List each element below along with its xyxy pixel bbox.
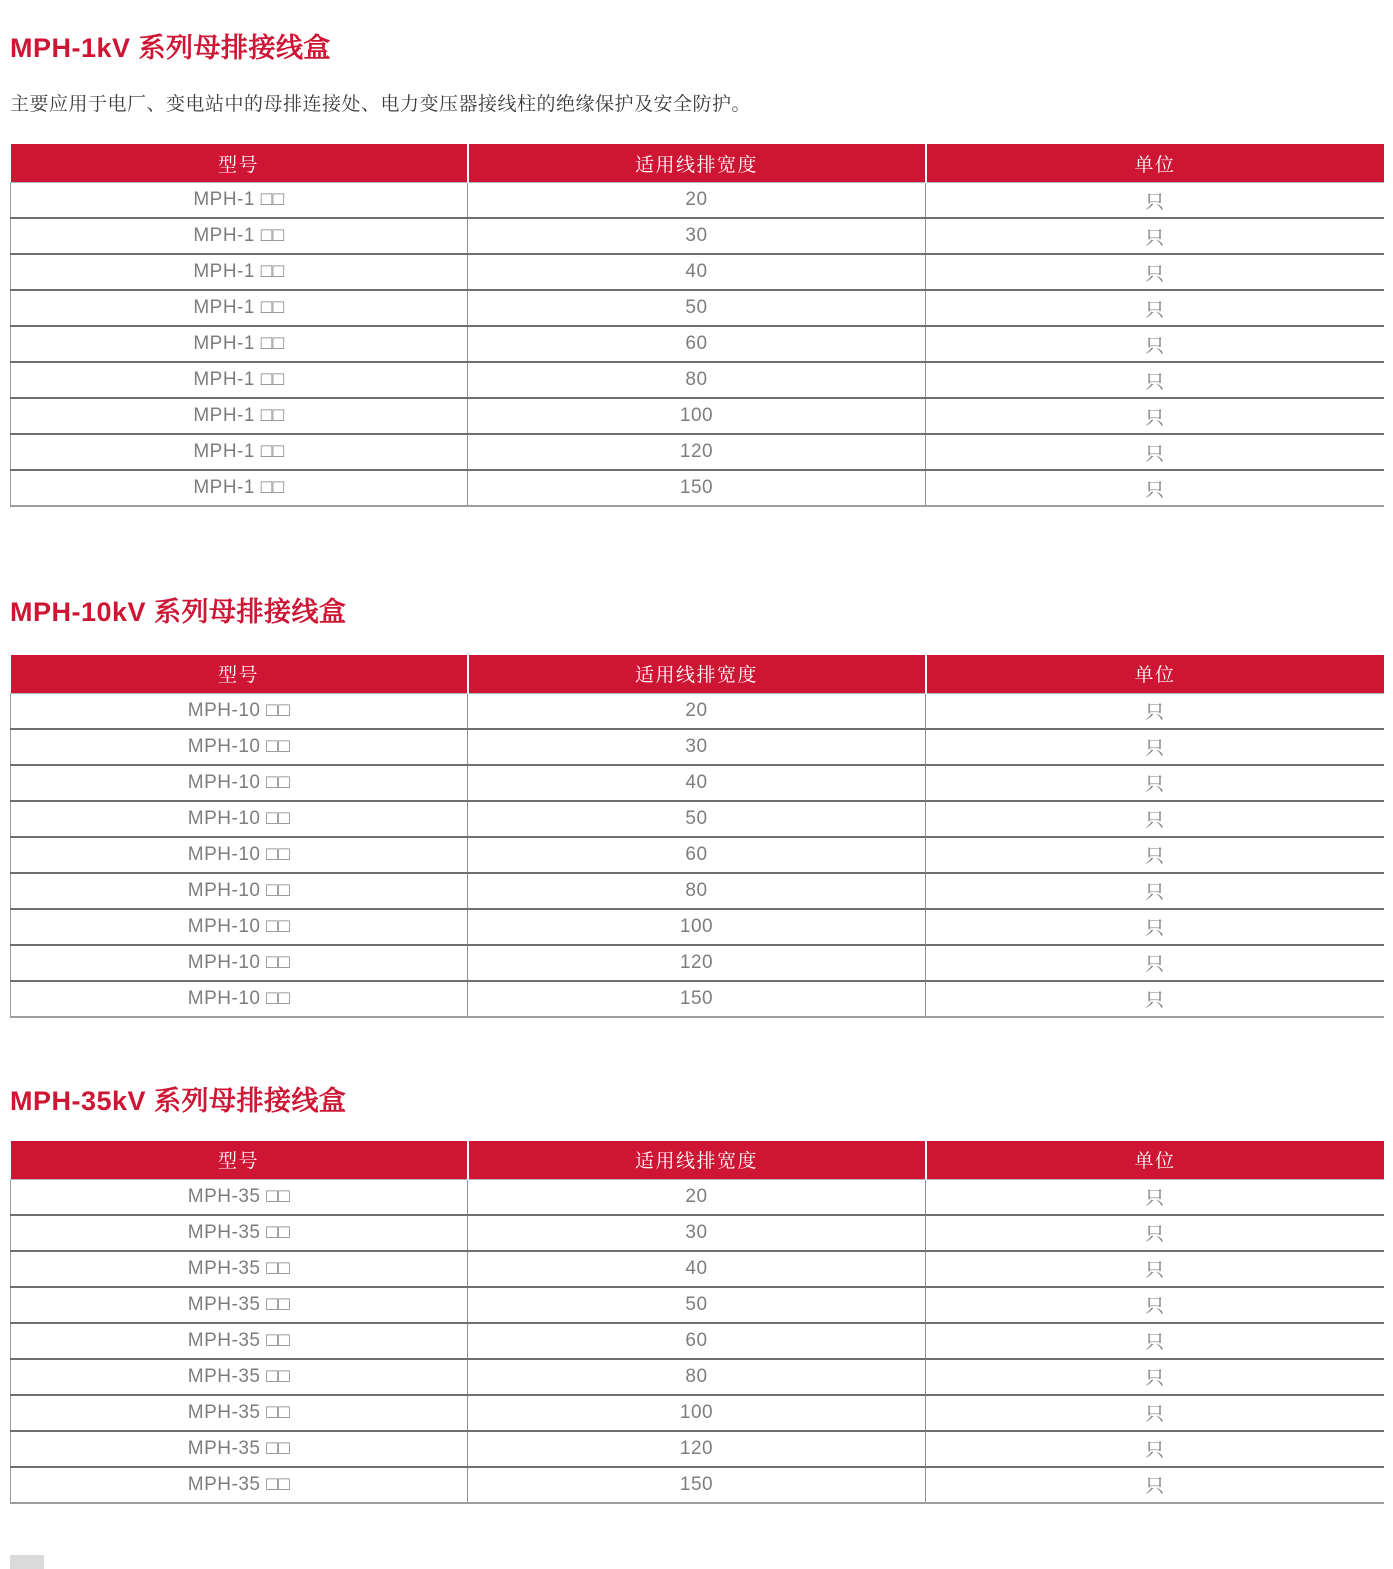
table-row (11, 362, 1384, 398)
header-row (11, 655, 1384, 694)
model-cell: MPH-35 □□ (11, 1251, 468, 1287)
table-row (11, 1395, 1384, 1431)
width-cell: 50 (468, 1287, 926, 1323)
table-row (11, 765, 1384, 801)
width-cell: 60 (468, 837, 926, 873)
model-cell: MPH-1 □□ (11, 290, 468, 326)
model-cell: MPH-1 □□ (11, 434, 468, 470)
product-section-mph-35kv (10, 1085, 1383, 1504)
table-row (11, 254, 1384, 290)
model-cell: MPH-1 □□ (11, 218, 468, 254)
width-cell: 120 (468, 1431, 926, 1467)
table-row (11, 729, 1384, 765)
unit-cell: 只 (926, 909, 1384, 945)
table-row (11, 183, 1384, 219)
column-header: 单位 (926, 655, 1384, 694)
width-cell: 60 (468, 1323, 926, 1359)
table-header (11, 655, 1384, 694)
table-row (11, 873, 1384, 909)
column-header: 适用线排宽度 (468, 144, 926, 183)
unit-cell: 只 (926, 218, 1384, 254)
unit-cell: 只 (926, 837, 1384, 873)
width-cell: 120 (468, 945, 926, 981)
table-row (11, 693, 1384, 729)
product-section-mph-1kv (10, 32, 1383, 507)
table-row (11, 470, 1384, 506)
table-row (11, 290, 1384, 326)
model-cell: MPH-10 □□ (11, 981, 468, 1017)
column-header: 型号 (11, 655, 468, 694)
sections-container (10, 32, 1383, 1504)
width-cell: 40 (468, 254, 926, 290)
table-row (11, 1431, 1384, 1467)
table-row (11, 801, 1384, 837)
model-cell: MPH-10 □□ (11, 729, 468, 765)
table-row (11, 909, 1384, 945)
unit-cell: 只 (926, 693, 1384, 729)
unit-cell: 只 (926, 873, 1384, 909)
unit-cell: 只 (926, 1251, 1384, 1287)
width-cell: 60 (468, 326, 926, 362)
unit-cell: 只 (926, 1395, 1384, 1431)
unit-cell: 只 (926, 290, 1384, 326)
unit-cell: 只 (926, 1431, 1384, 1467)
unit-cell: 只 (926, 1215, 1384, 1251)
model-cell: MPH-35 □□ (11, 1467, 468, 1503)
unit-cell: 只 (926, 398, 1384, 434)
column-header: 适用线排宽度 (468, 1141, 926, 1180)
model-cell: MPH-1 □□ (11, 398, 468, 434)
width-cell: 80 (468, 362, 926, 398)
width-cell: 80 (468, 873, 926, 909)
width-cell: 50 (468, 290, 926, 326)
section-title: MPH-10kV 系列母排接线盒 (10, 597, 347, 628)
unit-cell: 只 (926, 470, 1384, 506)
width-cell: 20 (468, 693, 926, 729)
column-header: 型号 (11, 144, 468, 183)
column-header: 适用线排宽度 (468, 655, 926, 694)
model-cell: MPH-10 □□ (11, 909, 468, 945)
model-cell: MPH-35 □□ (11, 1359, 468, 1395)
width-cell: 150 (468, 470, 926, 506)
unit-cell: 只 (926, 254, 1384, 290)
table-row (11, 1323, 1384, 1359)
unit-cell: 只 (926, 801, 1384, 837)
catalog-page (0, 32, 1393, 1504)
table-row (11, 1215, 1384, 1251)
table-row (11, 945, 1384, 981)
width-cell: 150 (468, 1467, 926, 1503)
model-cell: MPH-10 □□ (11, 873, 468, 909)
column-header: 型号 (11, 1141, 468, 1180)
table-row (11, 434, 1384, 470)
unit-cell: 只 (926, 765, 1384, 801)
product-table (10, 655, 1384, 1018)
table-row (11, 981, 1384, 1017)
table-row (11, 837, 1384, 873)
table-header (11, 1141, 1384, 1180)
width-cell: 20 (468, 183, 926, 219)
model-cell: MPH-1 □□ (11, 254, 468, 290)
unit-cell: 只 (926, 1467, 1384, 1503)
width-cell: 30 (468, 218, 926, 254)
table-row (11, 1179, 1384, 1215)
column-header: 单位 (926, 1141, 1384, 1180)
page-corner-artifact (10, 1555, 44, 1569)
product-table (10, 144, 1384, 507)
unit-cell: 只 (926, 945, 1384, 981)
model-cell: MPH-35 □□ (11, 1287, 468, 1323)
width-cell: 20 (468, 1179, 926, 1215)
header-row (11, 144, 1384, 183)
width-cell: 80 (468, 1359, 926, 1395)
width-cell: 50 (468, 801, 926, 837)
column-header: 单位 (926, 144, 1384, 183)
table-header (11, 144, 1384, 183)
table-row (11, 1287, 1384, 1323)
width-cell: 150 (468, 981, 926, 1017)
width-cell: 30 (468, 729, 926, 765)
unit-cell: 只 (926, 1179, 1384, 1215)
unit-cell: 只 (926, 1287, 1384, 1323)
table-row (11, 326, 1384, 362)
unit-cell: 只 (926, 981, 1384, 1017)
product-table (10, 1141, 1384, 1504)
unit-cell: 只 (926, 362, 1384, 398)
width-cell: 120 (468, 434, 926, 470)
table-body (11, 183, 1384, 507)
table-body (11, 1179, 1384, 1503)
unit-cell: 只 (926, 326, 1384, 362)
width-cell: 40 (468, 765, 926, 801)
model-cell: MPH-1 □□ (11, 470, 468, 506)
width-cell: 100 (468, 909, 926, 945)
model-cell: MPH-10 □□ (11, 765, 468, 801)
table-row (11, 1359, 1384, 1395)
table-row (11, 398, 1384, 434)
section-description: 主要应用于电厂、变电站中的母排连接处、电力变压器接线柱的绝缘保护及安全防护。 (10, 94, 752, 116)
model-cell: MPH-35 □□ (11, 1431, 468, 1467)
section-title: MPH-35kV 系列母排接线盒 (10, 1085, 347, 1116)
unit-cell: 只 (926, 434, 1384, 470)
model-cell: MPH-10 □□ (11, 945, 468, 981)
table-row (11, 1251, 1384, 1287)
unit-cell: 只 (926, 183, 1384, 219)
model-cell: MPH-35 □□ (11, 1395, 468, 1431)
width-cell: 100 (468, 1395, 926, 1431)
table-row (11, 218, 1384, 254)
model-cell: MPH-35 □□ (11, 1215, 468, 1251)
table-row (11, 1467, 1384, 1503)
model-cell: MPH-35 □□ (11, 1323, 468, 1359)
model-cell: MPH-10 □□ (11, 837, 468, 873)
model-cell: MPH-10 □□ (11, 693, 468, 729)
product-section-mph-10kv (10, 596, 1383, 1017)
width-cell: 100 (468, 398, 926, 434)
width-cell: 40 (468, 1251, 926, 1287)
model-cell: MPH-35 □□ (11, 1179, 468, 1215)
width-cell: 30 (468, 1215, 926, 1251)
unit-cell: 只 (926, 1359, 1384, 1395)
model-cell: MPH-1 □□ (11, 362, 468, 398)
model-cell: MPH-1 □□ (11, 326, 468, 362)
unit-cell: 只 (926, 1323, 1384, 1359)
header-row (11, 1141, 1384, 1180)
unit-cell: 只 (926, 729, 1384, 765)
model-cell: MPH-10 □□ (11, 801, 468, 837)
model-cell: MPH-1 □□ (11, 183, 468, 219)
table-body (11, 693, 1384, 1017)
section-title: MPH-1kV 系列母排接线盒 (10, 33, 332, 63)
